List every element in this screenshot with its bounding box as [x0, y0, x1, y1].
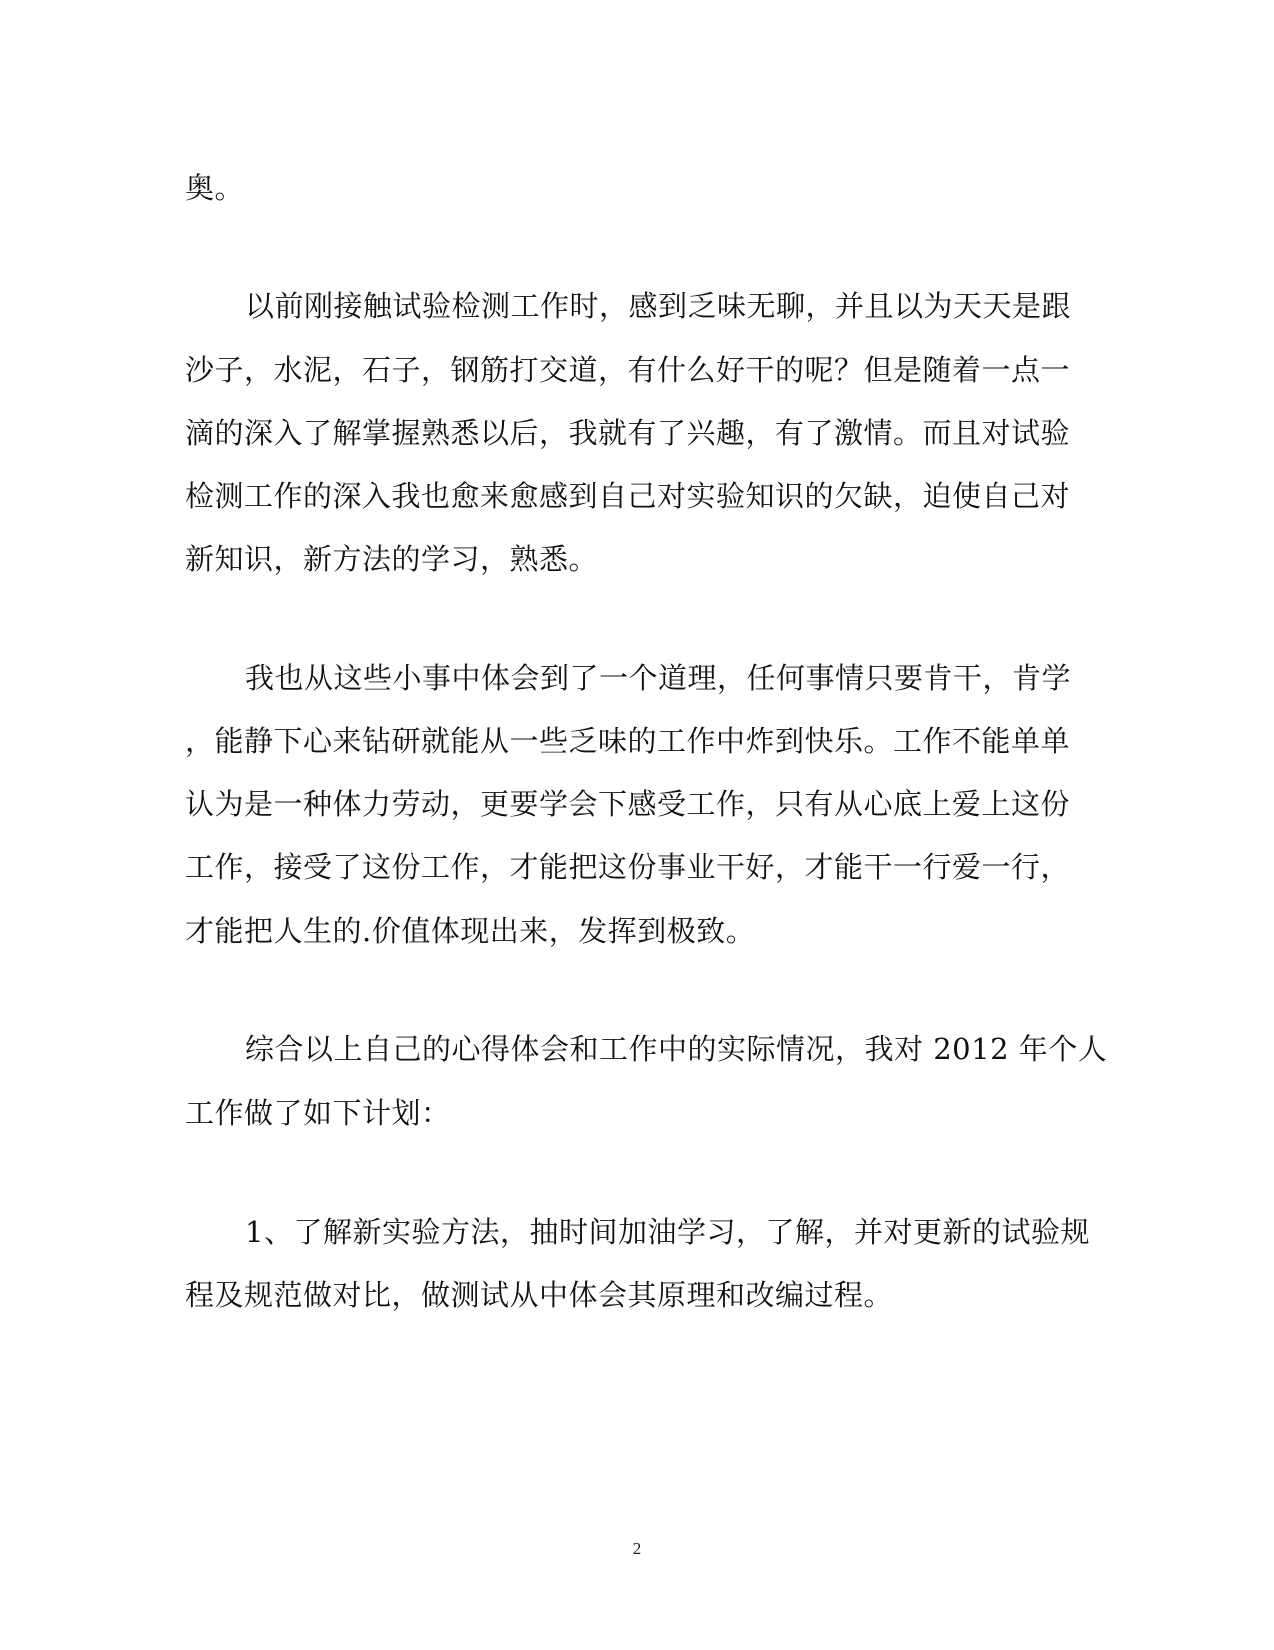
text-line: 新知识，新方法的学习，熟悉。	[185, 542, 599, 576]
text-line: 程及规范做对比，做测试从中体会其原理和改编过程。	[185, 1278, 894, 1312]
paragraph-first-line: 综合以上自己的心得体会和工作中的实际情况，我对 2012 年个人	[245, 1032, 1108, 1066]
text-line: 工作，接受了这份工作，才能把这份事业干好，才能干一行爱一行，	[185, 850, 1071, 884]
text-line: 检测工作的深入我也愈来愈感到自己对实验知识的欠缺，迫使自己对	[185, 479, 1071, 513]
text-line: 认为是一种体力劳动，更要学会下感受工作，只有从心底上爱上这份	[185, 787, 1071, 821]
paragraph-first-line: 以前刚接触试验检测工作时，感到乏味无聊，并且以为天天是跟	[245, 289, 1072, 323]
paragraph-first-line: 我也从这些小事中体会到了一个道理，任何事情只要肯干，肯学	[245, 661, 1072, 695]
text-line: 工作做了如下计划：	[185, 1096, 451, 1130]
text-line: 滴的深入了解掌握熟悉以后，我就有了兴趣，有了激情。而且对试验	[185, 416, 1071, 450]
text-line: 奥。	[185, 171, 245, 205]
text-line: 沙子，水泥，石子，钢筋打交道，有什么好干的呢？但是随着一点一	[185, 353, 1071, 387]
list-item-first-line: 1、了解新实验方法，抽时间加油学习，了解，并对更新的试验规	[245, 1215, 1090, 1249]
page-number: 2	[632, 1539, 642, 1558]
text-line: 才能把人生的.价值体现出来，发挥到极致。	[185, 914, 756, 948]
text-line: ，能静下心来钻研就能从一些乏味的工作中炸到快乐。工作不能单单	[185, 724, 1071, 758]
